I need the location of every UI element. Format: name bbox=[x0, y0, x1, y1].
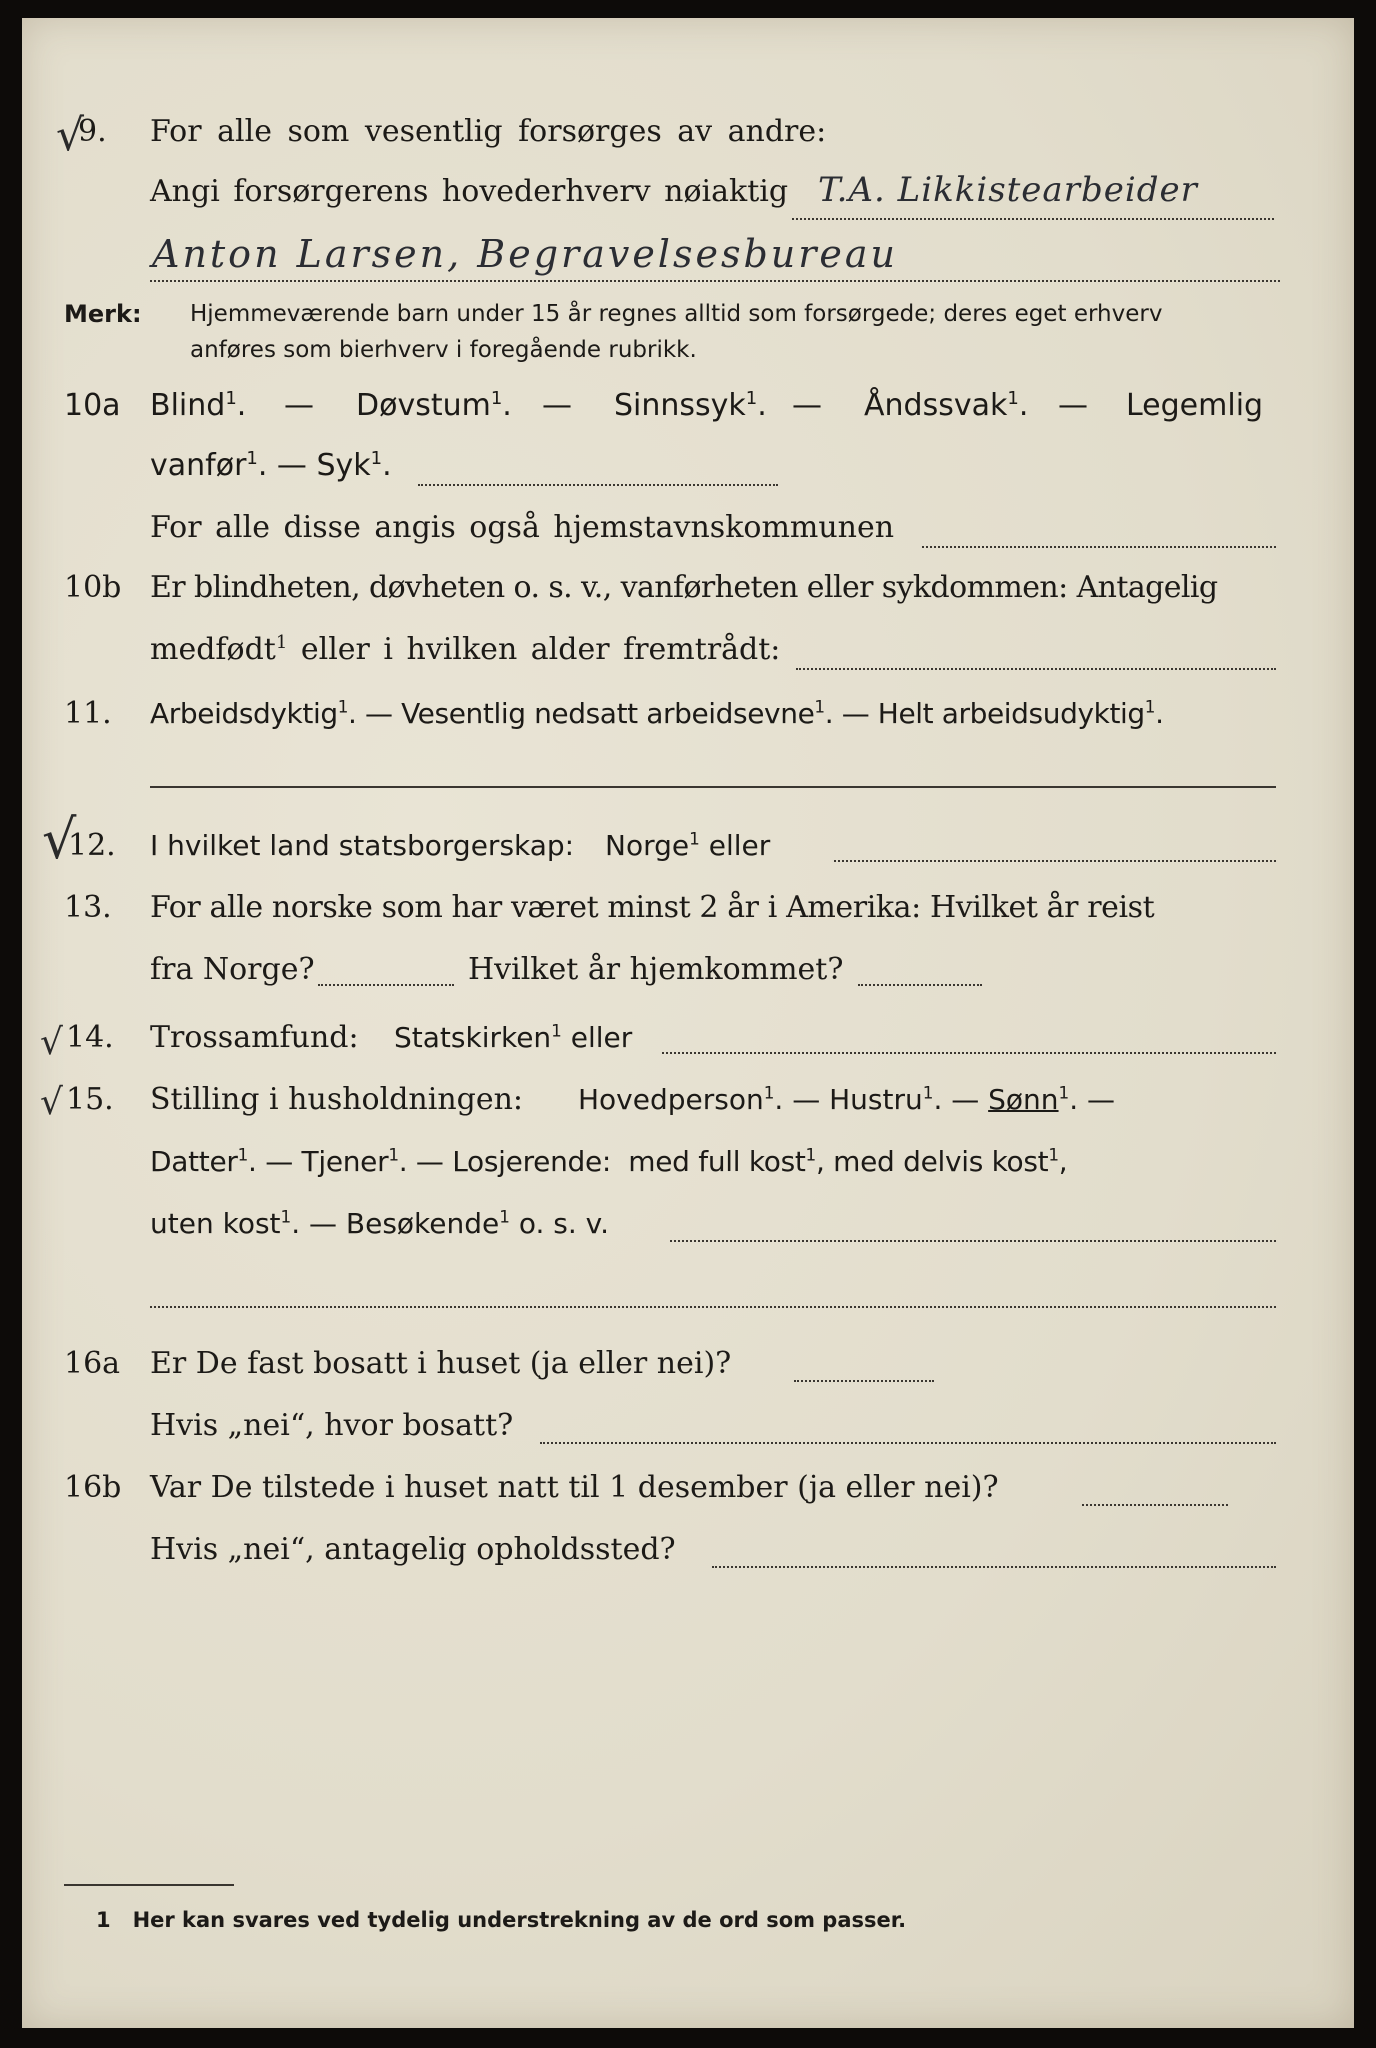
q13-hjem: Hvilket år hjemkommet? bbox=[468, 952, 844, 987]
footnote-mark: 1 bbox=[96, 1908, 111, 1932]
merk-label: Merk: bbox=[64, 300, 142, 328]
q10b-answer-line bbox=[796, 668, 1276, 670]
q15-label: Stilling i husholdningen: bbox=[150, 1082, 524, 1117]
q13-line1: For alle norske som har været minst 2 år i Amerika: Hvilket år reist bbox=[150, 890, 1155, 925]
q16a-number: 16a bbox=[64, 1346, 121, 1381]
option-full-kost: med full kost bbox=[628, 1145, 806, 1178]
option-syk: Syk bbox=[316, 448, 371, 483]
q16b-opholdssted-line bbox=[712, 1566, 1276, 1568]
check-mark: √ bbox=[56, 110, 85, 161]
q16a-line1: Er De fast bosatt i huset (ja eller nei)? bbox=[150, 1346, 732, 1381]
q13-number: 13. bbox=[64, 890, 112, 925]
option-datter: Datter bbox=[150, 1145, 238, 1178]
q16a-bosatt-line bbox=[540, 1442, 1276, 1444]
q10a-hjemstavn-line bbox=[922, 546, 1276, 548]
option-blind: Blind bbox=[150, 388, 226, 423]
census-form-page: √ 9. For alle som vesentlig forsørges av andre: Angi forsørgerens hovederhverv nøiaktig T.A. Likkistearbeider Anton Larsen, Begravelsesbureau Merk: Hjemmeværende barn under 15 år regnes alltid som forsørgede; deres eget erhverv anføres som bierhverv i foregående rubrikk. 10a Blind$^1$. — Døvstum$^1$. — Sinnssyk$^1$. — Åndssvak$^1$. — Legemlig vanfør$^1$. — Syk$^1$. For alle disse angis også hjemstavnskommunen 10b Er blindheten, døvheten o. s. v., vanførheten eller sykdommen: Antagelig medfødt$^1$ eller i hvilken alder fremtrådt: 11. Arbeidsdyktig$^1$. — Vesentlig nedsatt arbeidsevne$^1$. — Helt arbeidsudyktig$^1$. √ 12. I hvilket land statsborgerskap: Norge$^1$ eller 13. For alle norske som har været minst 2 år i Amerika: Hvilket år reist fra Norge? Hvilket år hjemkommet? √ 14. Trossamfund: Statskirken$^1$ eller √ 15. Stilling i husholdningen: Hovedperson$^1$. — Hustru$^1$. — Sønn$^1$. — Datter$^1$. — Tjener$^1$. — Losjerende: med full kost$^1$, med delvis kost$^1$, uten kost$^1$. — Besøkende$^1$ o. s. v. 16a Er De fast bosatt i huset (ja eller nei)? Hvis „nei“, hvor bosatt? 16b Var De tilstede i huset natt til 1 desember (ja eller nei)? Hvis „nei“, antagelig opholdssted? 1 Her kan svares ved tydelig understrekning av de ord som passer. bbox=[22, 18, 1354, 2028]
q15-answer-line bbox=[670, 1240, 1276, 1242]
q9-line1: For alle som vesentlig forsørges av andre: bbox=[150, 114, 827, 149]
option-tjener: Tjener bbox=[301, 1145, 389, 1178]
option-uten-kost: uten kost bbox=[150, 1207, 281, 1240]
footnote-text: Her kan svares ved tydelig understrekning av de ord som passer. bbox=[132, 1908, 907, 1932]
q16a-answer-line bbox=[794, 1380, 934, 1382]
q9-answer-line bbox=[792, 218, 1274, 220]
option-norge: Norge bbox=[605, 829, 690, 862]
q12-number: 12. bbox=[68, 828, 116, 863]
option-statskirken: Statskirken bbox=[394, 1021, 552, 1054]
q15-extra-line bbox=[150, 1306, 1276, 1308]
option-arbeidsdyktig: Arbeidsdyktig bbox=[150, 697, 338, 730]
q13-fra: fra Norge? bbox=[150, 952, 315, 987]
q16a-line2: Hvis „nei“, hvor bosatt? bbox=[150, 1408, 514, 1443]
q12-text: I hvilket land statsborgerskap: bbox=[150, 829, 575, 862]
q14-eller: eller bbox=[570, 1021, 633, 1054]
option-medfodt: medfødt bbox=[150, 632, 276, 667]
q11-number: 11. bbox=[64, 696, 112, 731]
q10a-line3: For alle disse angis også hjemstavnskommunen bbox=[150, 510, 895, 545]
merk-line1: Hjemmeværende barn under 15 år regnes alltid som forsørgede; deres eget erhverv bbox=[190, 301, 1163, 327]
option-udyktig: Helt arbeidsudyktig bbox=[877, 697, 1145, 730]
option-andssvak: Åndssvak bbox=[864, 388, 1008, 423]
footnote bbox=[96, 1908, 906, 1932]
check-mark: √ bbox=[40, 1022, 63, 1063]
q10b-line1: Er blindheten, døvheten o. s. v., vanførheten eller sykdommen: Antagelig bbox=[150, 570, 1218, 605]
option-sonn: Sønn bbox=[988, 1083, 1059, 1116]
q16b-line2: Hvis „nei“, antagelig opholdssted? bbox=[150, 1532, 676, 1567]
q14-label: Trossamfund: bbox=[150, 1020, 359, 1055]
option-hustru: Hustru bbox=[829, 1083, 923, 1116]
option-vanfor: vanfør bbox=[150, 448, 247, 483]
q15-osv: o. s. v. bbox=[518, 1207, 609, 1240]
q10a-number: 10a bbox=[64, 388, 121, 423]
q16b-line1: Var De tilstede i huset natt til 1 desember (ja eller nei)? bbox=[150, 1470, 999, 1505]
q10a-answer-line bbox=[418, 484, 778, 486]
option-dovstum: Døvstum bbox=[356, 388, 491, 423]
q10b-rest: eller i hvilken alder fremtrådt: bbox=[300, 632, 781, 667]
option-legemlig: Legemlig bbox=[1126, 388, 1264, 423]
footnote-rule bbox=[64, 1884, 234, 1886]
q14-number: 14. bbox=[66, 1020, 114, 1055]
check-mark: √ bbox=[42, 808, 77, 871]
q12-answer-line bbox=[834, 860, 1276, 862]
option-sinnssyk: Sinnssyk bbox=[614, 388, 746, 423]
q15-number: 15. bbox=[66, 1082, 114, 1117]
option-delvis-kost: med delvis kost bbox=[833, 1145, 1049, 1178]
option-besokende: Besøkende bbox=[345, 1207, 500, 1240]
q14-answer-line bbox=[662, 1052, 1276, 1054]
q16b-answer-line bbox=[1082, 1504, 1228, 1506]
option-nedsatt: Vesentlig nedsatt arbeidsevne bbox=[401, 697, 815, 730]
q9-handwritten-occupation: T.A. Likkistearbeider bbox=[818, 170, 1198, 210]
merk-line2: anføres som bierhverv i foregående rubrikk. bbox=[190, 337, 697, 363]
q9-number: 9. bbox=[78, 114, 107, 149]
option-hovedperson: Hovedperson bbox=[578, 1083, 764, 1116]
q13-reist-line bbox=[318, 984, 454, 986]
q15-losjerende: Losjerende: bbox=[452, 1145, 612, 1178]
q9-answer-line-2 bbox=[150, 280, 1280, 282]
q12-eller: eller bbox=[708, 829, 771, 862]
q10b-number: 10b bbox=[64, 570, 122, 605]
q9-handwritten-provider: Anton Larsen, Begravelsesbureau bbox=[152, 232, 899, 276]
check-mark: √ bbox=[40, 1082, 63, 1123]
q16b-number: 16b bbox=[64, 1470, 122, 1505]
q13-hjemkommet-line bbox=[858, 984, 982, 986]
q11-separator bbox=[150, 786, 1276, 788]
q9-line2: Angi forsørgerens hovederhverv nøiaktig bbox=[150, 174, 789, 209]
